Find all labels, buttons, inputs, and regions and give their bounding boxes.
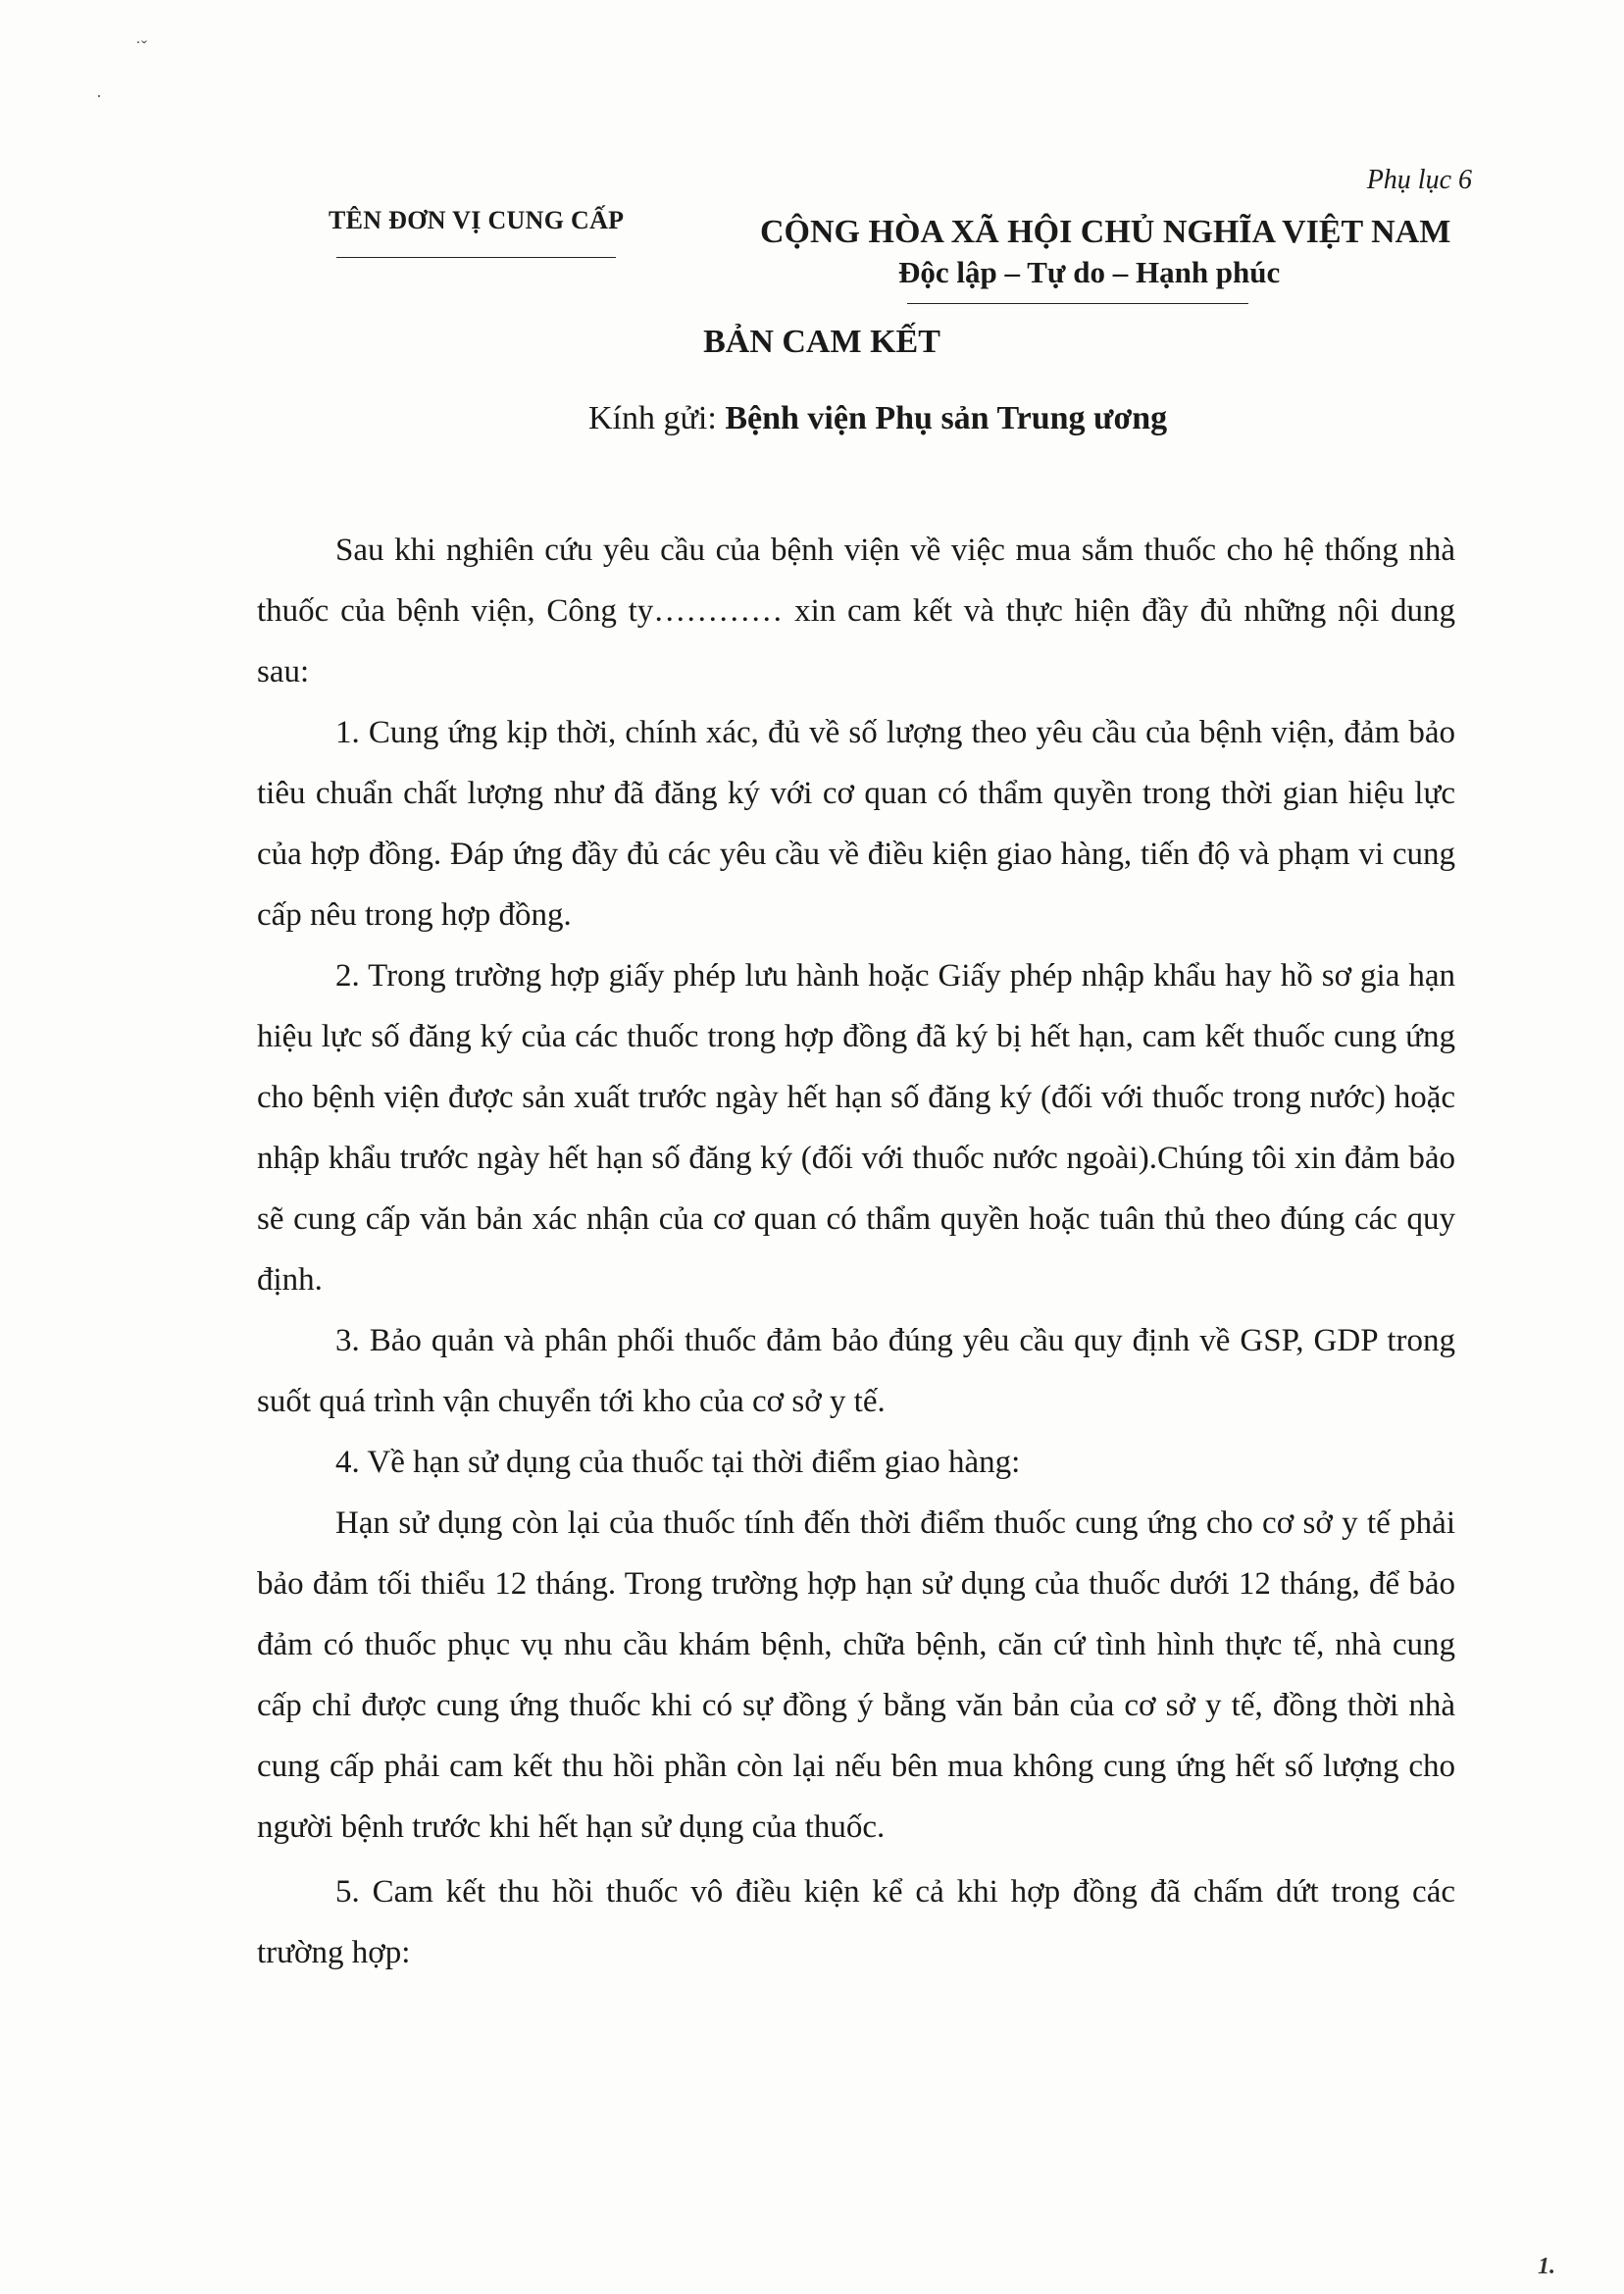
appendix-label: Phụ lục 6: [1366, 165, 1472, 195]
paragraph-item-3: 3. Bảo quản và phân phối thuốc đảm bảo đúng yêu cầu quy định về GSP, GDP trong suốt quá trình vận chuyển tới kho của cơ sở y tế.: [257, 1323, 1455, 1419]
scan-speck: ˙ˇ: [135, 37, 147, 57]
organization-underline: [336, 257, 616, 258]
addressee: [588, 400, 1167, 437]
organization-name: TÊN ĐƠN VỊ CUNG CẤP: [329, 206, 625, 234]
paragraph-item-2: 2. Trong trường hợp giấy phép lưu hành hoặc Giấy phép nhập khẩu hay hồ sơ gia hạn hiệu lực số đăng ký của các thuốc trong hợp đồng đã ký bị hết hạn, cam kết thuốc cung ứng cho bệnh viện được sản xuất trước ngày hết hạn số đăng ký (đối với thuốc trong nước) hoặc nhập khẩu trước ngày hết hạn số đăng ký (đối với thuốc nước ngoài).Chúng tôi xin đảm bảo sẽ cung cấp văn bản xác nhận của cơ quan có thẩm quyền hoặc tuân thủ theo đúng các quy định.: [257, 958, 1455, 1298]
motto-underline: [907, 303, 1248, 304]
page-mark: 1.: [1538, 2254, 1555, 2279]
addressee-prefix: Kính gửi:: [588, 400, 726, 436]
paragraph-item-4-detail: Hạn sử dụng còn lại của thuốc tính đến thời điểm thuốc cung ứng cho cơ sở y tế phải bảo đảm tối thiểu 12 tháng. Trong trường hợp hạn sử dụng của thuốc dưới 12 tháng, để bảo đảm có thuốc phục vụ nhu cầu khám bệnh, chữa bệnh, căn cứ tình hình thực tế, nhà cung cấp chỉ được cung ứng thuốc khi có sự đồng ý bằng văn bản của cơ sở y tế, đồng thời nhà cung cấp phải cam kết thu hồi phần còn lại nếu bên mua không cung ứng hết số lượng cho người bệnh trước khi hết hạn sử dụng của thuốc.: [257, 1505, 1455, 1845]
document-title: BẢN CAM KẾT: [703, 324, 940, 360]
paragraph-intro: Sau khi nghiên cứu yêu cầu của bệnh viện về việc mua sắm thuốc cho hệ thống nhà thuốc của bệnh viện, Công ty………… xin cam kết và thực hiện đầy đủ những nội dung sau:: [257, 533, 1455, 689]
national-motto: Độc lập – Tự do – Hạnh phúc: [898, 255, 1281, 289]
paragraph-item-1: 1. Cung ứng kịp thời, chính xác, đủ về số lượng theo yêu cầu của bệnh viện, đảm bảo tiêu chuẩn chất lượng như đã đăng ký với cơ quan có thẩm quyền trong thời gian hiệu lực của hợp đồng. Đáp ứng đầy đủ các yêu cầu về điều kiện giao hàng, tiến độ và phạm vi cung cấp nêu trong hợp đồng.: [257, 715, 1455, 933]
paragraph-item-4: 4. Về hạn sử dụng của thuốc tại thời điểm giao hàng:: [335, 1445, 1021, 1480]
addressee-name: Bệnh viện Phụ sản Trung ương: [725, 400, 1168, 436]
scan-speck: ·: [96, 86, 102, 106]
document-body: [257, 520, 1455, 1983]
national-title: CỘNG HÒA XÃ HỘI CHỦ NGHĨA VIỆT NAM: [760, 214, 1451, 250]
paragraph-item-5: 5. Cam kết thu hồi thuốc vô điều kiện kể cả khi hợp đồng đã chấm dứt trong các trường hợp:: [257, 1874, 1455, 1970]
